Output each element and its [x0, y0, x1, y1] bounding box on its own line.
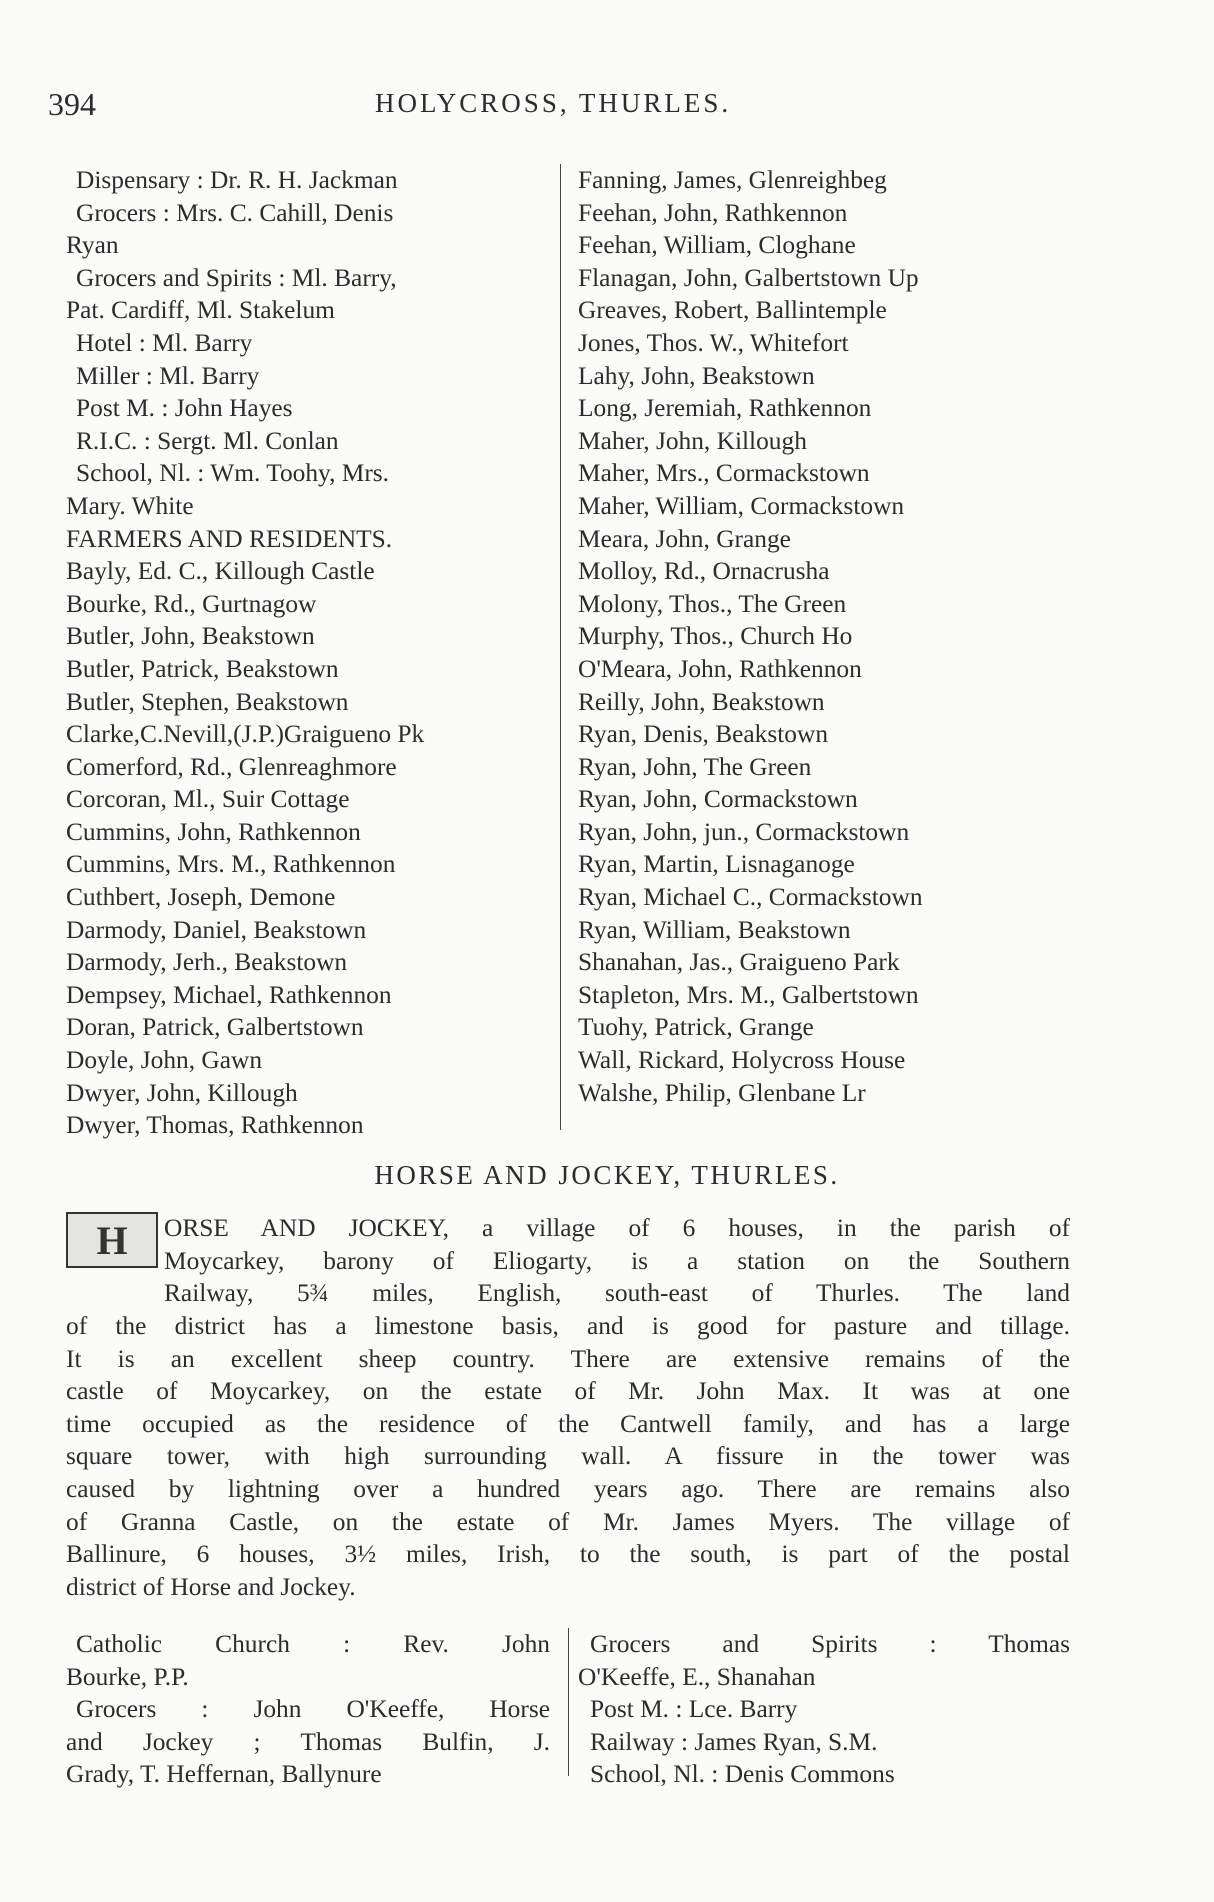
directory-line: Flanagan, John, Galbertstown Up [578, 263, 919, 292]
directory-line: Grocers : John O'Keeffe, Horse [76, 1695, 550, 1724]
body-line: Ballinure, 6 houses, 3½ miles, Irish, to the south, is part of the postal [66, 1540, 1070, 1569]
directory-line: Grocers and Spirits : Thomas [590, 1630, 1070, 1658]
body-line: caused by lightning over a hundred years ago. There are remains also [66, 1474, 1070, 1503]
directory-line: Reilly, John, Beakstown [578, 687, 825, 716]
holycross-right-column [578, 164, 1078, 1109]
directory-line: Lahy, John, Beakstown [578, 361, 815, 390]
horse-jockey-left-column [66, 1628, 550, 1791]
drop-cap-letter: H [96, 1217, 128, 1263]
body-paragraph [66, 1310, 1070, 1603]
section-title: HORSE AND JOCKEY, THURLES. [374, 1160, 840, 1190]
directory-line: Hotel : Ml. Barry [76, 328, 253, 357]
directory-line: Greaves, Robert, Ballintemple [578, 296, 887, 325]
directory-line: Pat. Cardiff, Ml. Stakelum [66, 296, 335, 325]
directory-line: Ryan, John, jun., Cormackstown [578, 817, 910, 846]
body-line: time occupied as the residence of the Cantwell family, and has a large [66, 1409, 1070, 1438]
directory-line: Darmody, Jerh., Beakstown [66, 948, 348, 977]
directory-line: Fanning, James, Glenreighbeg [578, 166, 887, 194]
directory-line: Feehan, William, Cloghane [578, 231, 856, 260]
directory-line: Grady, T. Heffernan, Ballynure [66, 1760, 382, 1789]
directory-line: Clarke,C.Nevill,(J.P.)Graigueno Pk [66, 720, 425, 749]
directory-line: Jones, Thos. W., Whitefort [578, 328, 849, 357]
intro-paragraph [164, 1212, 1070, 1310]
directory-line: and Jockey ; Thomas Bulfin, J. [66, 1727, 550, 1756]
intro-line: Railway, 5¾ miles, English, south-east of Thurles. The land [164, 1279, 1070, 1308]
directory-line: Dispensary : Dr. R. H. Jackman [76, 166, 398, 194]
directory-line: Corcoran, Ml., Suir Cottage [66, 785, 350, 814]
directory-line: Ryan, Denis, Beakstown [578, 720, 829, 749]
directory-line: Shanahan, Jas., Graigueno Park [578, 948, 900, 977]
directory-line: Dempsey, Michael, Rathkennon [66, 980, 392, 1009]
directory-line: Cummins, John, Rathkennon [66, 817, 361, 846]
directory-line: Cummins, Mrs. M., Rathkennon [66, 850, 396, 879]
directory-line: Walshe, Philip, Glenbane Lr [578, 1078, 866, 1107]
body-line: square tower, with high surrounding wall. A fissure in the tower was [66, 1442, 1070, 1471]
directory-line: Tuohy, Patrick, Grange [578, 1013, 814, 1042]
column-rule-bottom [568, 1628, 569, 1776]
intro-line: ORSE AND JOCKEY, a village of 6 houses, in the parish of [164, 1214, 1070, 1242]
directory-line: Post M. : John Hayes [76, 394, 293, 423]
directory-line: R.I.C. : Sergt. Ml. Conlan [76, 426, 339, 455]
directory-line: Comerford, Rd., Glenreaghmore [66, 752, 397, 781]
directory-line: Catholic Church : Rev. John [76, 1630, 550, 1658]
directory-line: Ryan, John, Cormackstown [578, 785, 858, 814]
directory-line: Miller : Ml. Barry [76, 361, 260, 390]
holycross-left-column [66, 164, 546, 1142]
directory-line: O'Keeffe, E., Shanahan [578, 1662, 816, 1691]
directory-line: Butler, Stephen, Beakstown [66, 687, 349, 716]
directory-line: Butler, Patrick, Beakstown [66, 654, 339, 683]
directory-line: Butler, John, Beakstown [66, 622, 315, 651]
column-rule-top [560, 164, 561, 1130]
directory-line: Dwyer, Thomas, Rathkennon [66, 1111, 364, 1140]
directory-line: Meara, John, Grange [578, 524, 791, 553]
directory-line: Doyle, John, Gawn [66, 1046, 263, 1075]
directory-line: Cuthbert, Joseph, Demone [66, 883, 336, 912]
page-number: 394 [48, 86, 96, 122]
drop-cap [66, 1212, 158, 1268]
directory-line: Wall, Rickard, Holycross House [578, 1046, 906, 1075]
directory-line: Murphy, Thos., Church Ho [578, 622, 853, 651]
directory-line: Feehan, John, Rathkennon [578, 198, 848, 227]
directory-line: School, Nl. : Wm. Toohy, Mrs. [76, 459, 390, 488]
body-line: of the district has a limestone basis, and is good for pasture and tillage. [66, 1312, 1070, 1340]
directory-line: Maher, John, Killough [578, 426, 807, 455]
directory-line: Maher, Mrs., Cormackstown [578, 459, 870, 488]
directory-line: Grocers and Spirits : Ml. Barry, [76, 263, 397, 292]
directory-line: Doran, Patrick, Galbertstown [66, 1013, 364, 1042]
directory-line: Grocers : Mrs. C. Cahill, Denis [76, 198, 394, 227]
directory-line: Bourke, Rd., Gurtnagow [66, 589, 317, 618]
body-line: castle of Moycarkey, on the estate of Mr. John Max. It was at one [66, 1377, 1070, 1406]
directory-line: Dwyer, John, Killough [66, 1078, 298, 1107]
directory-line: O'Meara, John, Rathkennon [578, 654, 862, 683]
directory-line: Railway : James Ryan, S.M. [590, 1727, 878, 1756]
body-line: It is an excellent sheep country. There are extensive remains of the [66, 1344, 1070, 1373]
directory-line: Mary. White [66, 491, 194, 520]
directory-line: Ryan [66, 231, 119, 260]
directory-line: Bourke, P.P. [66, 1662, 189, 1691]
directory-line: School, Nl. : Denis Commons [590, 1760, 895, 1789]
directory-line: Long, Jeremiah, Rathkennon [578, 394, 872, 423]
horse-jockey-right-column [578, 1628, 1070, 1791]
directory-line: Ryan, William, Beakstown [578, 915, 851, 944]
body-line: district of Horse and Jockey. [66, 1572, 356, 1601]
directory-line: Ryan, Martin, Lisnaganoge [578, 850, 855, 879]
body-line: of Granna Castle, on the estate of Mr. James Myers. The village of [66, 1507, 1070, 1536]
directory-line: FARMERS AND RESIDENTS. [66, 524, 393, 553]
directory-line: Molony, Thos., The Green [578, 589, 847, 618]
directory-line: Molloy, Rd., Ornacrusha [578, 557, 830, 586]
running-head: HOLYCROSS, THURLES. [375, 88, 732, 118]
directory-line: Ryan, Michael C., Cormackstown [578, 883, 923, 912]
intro-line: Moycarkey, barony of Eliogarty, is a station on the Southern [164, 1246, 1070, 1275]
directory-line: Ryan, John, The Green [578, 752, 812, 781]
directory-line: Post M. : Lce. Barry [590, 1695, 798, 1724]
directory-line: Stapleton, Mrs. M., Galbertstown [578, 980, 919, 1009]
directory-line: Maher, William, Cormackstown [578, 491, 905, 520]
directory-line: Darmody, Daniel, Beakstown [66, 915, 367, 944]
directory-line: Bayly, Ed. C., Killough Castle [66, 557, 375, 586]
